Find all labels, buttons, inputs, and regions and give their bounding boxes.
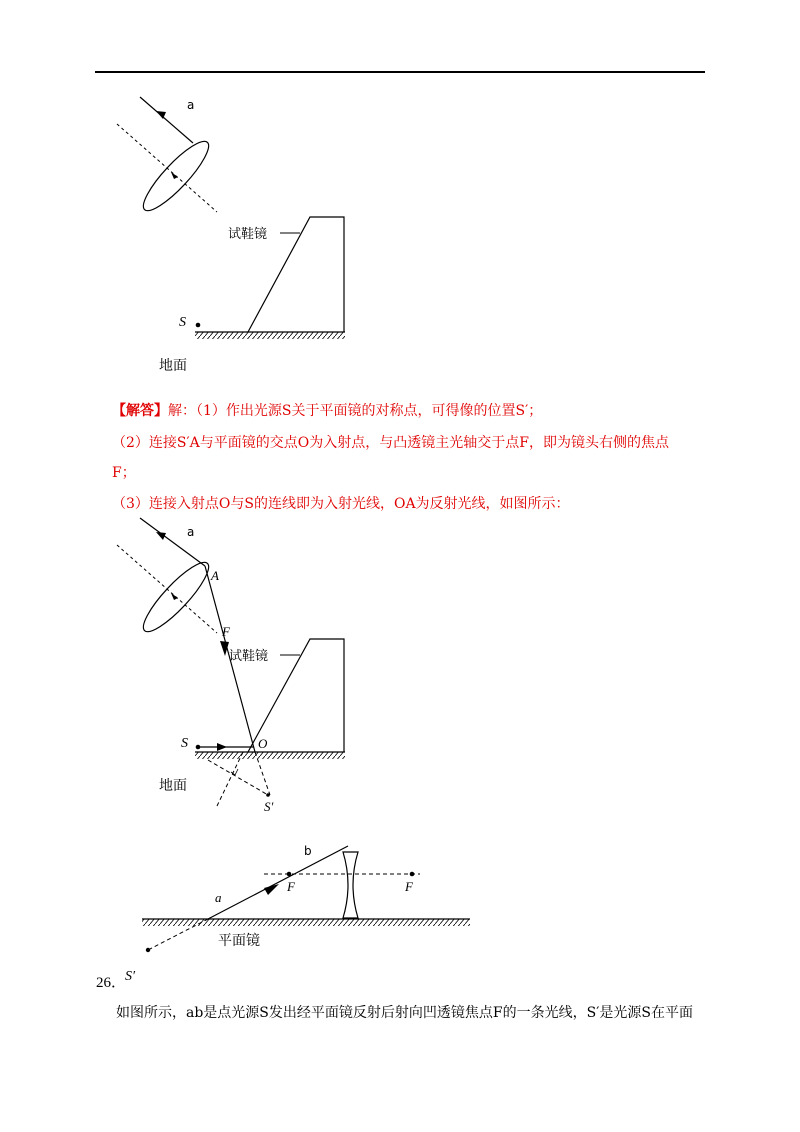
fig1-mirror-label: 试鞋镜 [228,227,268,242]
fig3-ray-a-label: a [215,890,222,905]
fig3-ray-ab [208,846,348,919]
figure-2 [117,518,345,814]
fig1-ray-label: a [187,98,195,112]
fig2-point-a: A [211,568,219,583]
fig2-incidence-point: O [258,736,268,751]
fig3-image-label: S′ [125,969,136,984]
question-number: 26． [96,975,127,991]
fig1-ray-a [140,97,193,143]
fig2-ray-arrow [156,532,166,540]
answer-line-1-text: 解：（1）作出光源S关于平面镜的对称点，可得像的位置S′； [168,403,543,419]
answer-line-2: （2）连接S′A与平面镜的交点O为入射点，与凸透镜主光轴交于点F，即为镜头右侧的焦点 [112,435,669,451]
fig2-mirror-label: 试鞋镜 [229,649,269,664]
fig1-axis-arrow [171,172,178,179]
fig1-source-point [196,323,201,328]
fig2-axis-arrow [171,593,178,600]
fig3-mirror-hatch [142,919,470,926]
fig2-incident-arrow [217,743,227,751]
answer-tag: 【解答】 [112,403,168,419]
question-text: 如图所示，ab是点光源S发出经平面镜反射后射向凹透镜焦点F的一条光线，S′是光源S在平面 [116,1005,693,1021]
fig3-image-point [146,948,150,952]
fig3-focus-left-label: F [287,879,295,894]
fig2-ground-hatch [195,752,345,759]
fig3-concave-lens [343,852,358,918]
fig2-construction-line-1 [217,752,243,806]
fig2-focus-label: F [222,624,230,639]
fig1-ground-hatch [195,332,345,339]
fig3-focus-right-point [410,872,415,877]
fig2-image-label: S′ [264,799,274,814]
fig3-ray-b-label: b [304,844,312,858]
answer-line-3: F； [112,465,136,481]
fig1-source-label: S [179,315,186,330]
figure-1 [117,97,345,374]
fig3-mirror-label: 平面镜 [218,933,260,949]
fig2-construction-line-3 [208,760,268,795]
fig3-focus-right-label: F [405,879,413,894]
fig2-ground-label: 地面 [159,778,187,794]
fig2-image-point [266,793,270,797]
answer-line-1 [112,400,542,420]
fig2-ray-a [140,518,205,566]
fig2-ray-label: a [187,525,195,539]
fig2-source-label: S [181,736,188,751]
fig1-ground-label: 地面 [159,358,187,374]
answer-line-4: （3）连接入射点O与S的连线即为入射光线，OA为反射光线，如图所示： [112,496,570,512]
figure-3 [125,844,470,984]
